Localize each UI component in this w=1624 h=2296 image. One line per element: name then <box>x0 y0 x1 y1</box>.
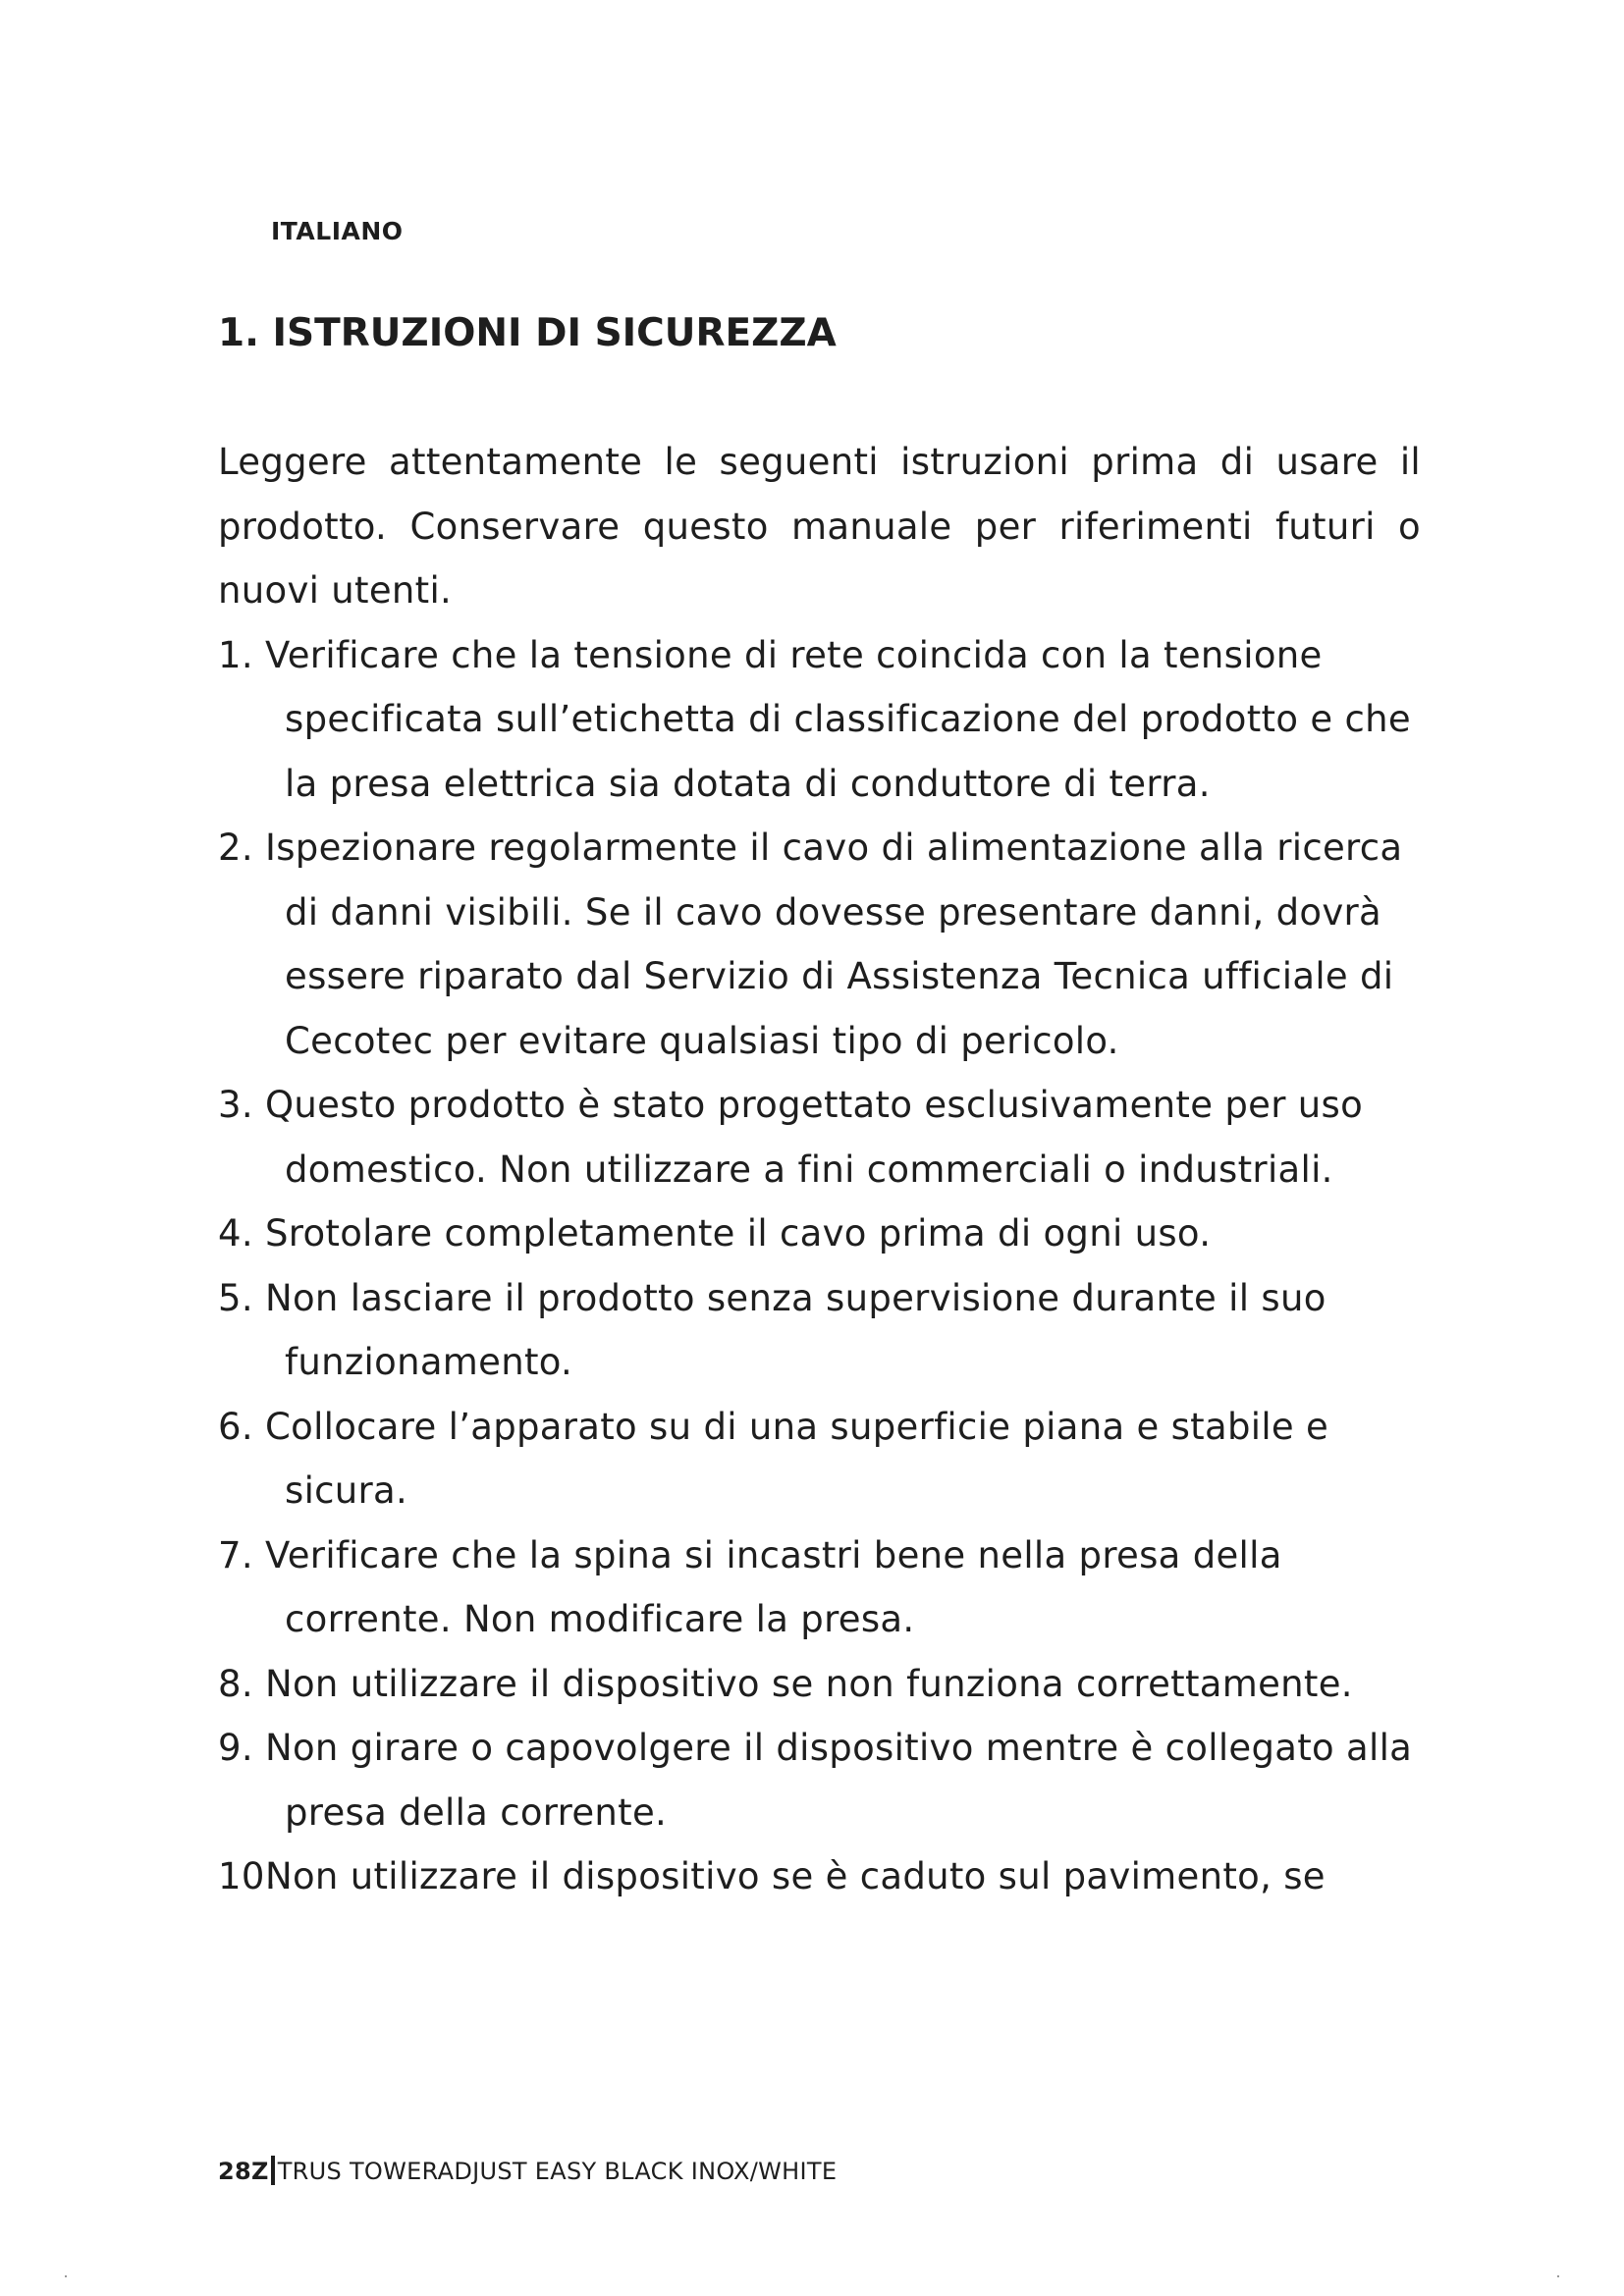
safety-rule-item <box>218 623 1421 817</box>
rule-text: Non lasciare il prodotto senza supervisione durante il suo funzionamento. <box>265 1276 1326 1383</box>
rule-number: 2. <box>218 827 253 869</box>
product-title: TRUS TOWERADJUST EASY BLACK INOX/WHITE <box>277 2158 838 2185</box>
section-heading: 1. ISTRUZIONI DI SICUREZZA <box>218 311 837 355</box>
rule-number: 7. <box>218 1533 253 1576</box>
rule-text: Verificare che la tensione di rete coincida con la tensione specificata sull’etichetta di classificazione del prodotto e che la presa elettrica sia dotata di conduttore di terra. <box>265 633 1411 805</box>
rule-text: Collocare l’apparato su di una superficie piana e stabile e sicura. <box>265 1405 1329 1512</box>
safety-rule-item <box>218 1266 1421 1395</box>
intro-paragraph: Leggere attentamente le seguenti istruzioni prima di usare il prodotto. Conservare questo manuale per riferimenti futuri o nuovi utenti. <box>218 441 1421 612</box>
safety-rule-item <box>218 1844 1421 1909</box>
safety-rule-item <box>218 1073 1421 1201</box>
corner-mark-right <box>1557 2275 1559 2277</box>
rule-number: 8. <box>218 1662 253 1705</box>
safety-rule-item <box>218 1716 1421 1844</box>
rule-number: 10. <box>218 1855 277 1897</box>
safety-rule-item <box>218 1395 1421 1523</box>
language-label: ITALIANO <box>271 217 404 245</box>
page-number: 28Z <box>218 2158 269 2185</box>
page-body <box>218 430 1421 1909</box>
rule-number: 1. <box>218 633 253 676</box>
rule-number: 9. <box>218 1727 253 1769</box>
safety-rules-list <box>218 623 1421 1909</box>
page-footer <box>218 2156 837 2186</box>
rule-text: Ispezionare regolarmente il cavo di alimentazione alla ricerca di danni visibili. Se il cavo dovesse presentare danni, dovrà essere riparato dal Servizio di Assistenza Tecnica ufficiale di Cecotec per evitare qualsiasi tipo di pericolo. <box>265 827 1403 1062</box>
safety-rule-item <box>218 816 1421 1073</box>
rule-number: 5. <box>218 1276 253 1319</box>
footer-separator <box>271 2156 275 2185</box>
safety-rule-item <box>218 1201 1421 1266</box>
rule-text: Srotolare completamente il cavo prima di ogni uso. <box>265 1212 1212 1255</box>
rule-text: Non girare o capovolgere il dispositivo mentre è collegato alla presa della corrente. <box>265 1727 1413 1834</box>
rule-text: Verificare che la spina si incastri bene nella presa della corrente. Non modificare la presa. <box>265 1533 1282 1640</box>
rule-number: 6. <box>218 1405 253 1448</box>
rule-text: Non utilizzare il dispositivo se non funziona correttamente. <box>265 1662 1353 1705</box>
safety-rule-item <box>218 1523 1421 1652</box>
rule-number: 3. <box>218 1084 253 1126</box>
safety-rule-item <box>218 1652 1421 1717</box>
corner-mark-left <box>65 2275 67 2277</box>
rule-text: Non utilizzare il dispositivo se è caduto sul pavimento, se <box>265 1855 1326 1897</box>
rule-number: 4. <box>218 1212 253 1255</box>
rule-text: Questo prodotto è stato progettato esclusivamente per uso domestico. Non utilizzare a fini commerciali o industriali. <box>265 1084 1364 1191</box>
